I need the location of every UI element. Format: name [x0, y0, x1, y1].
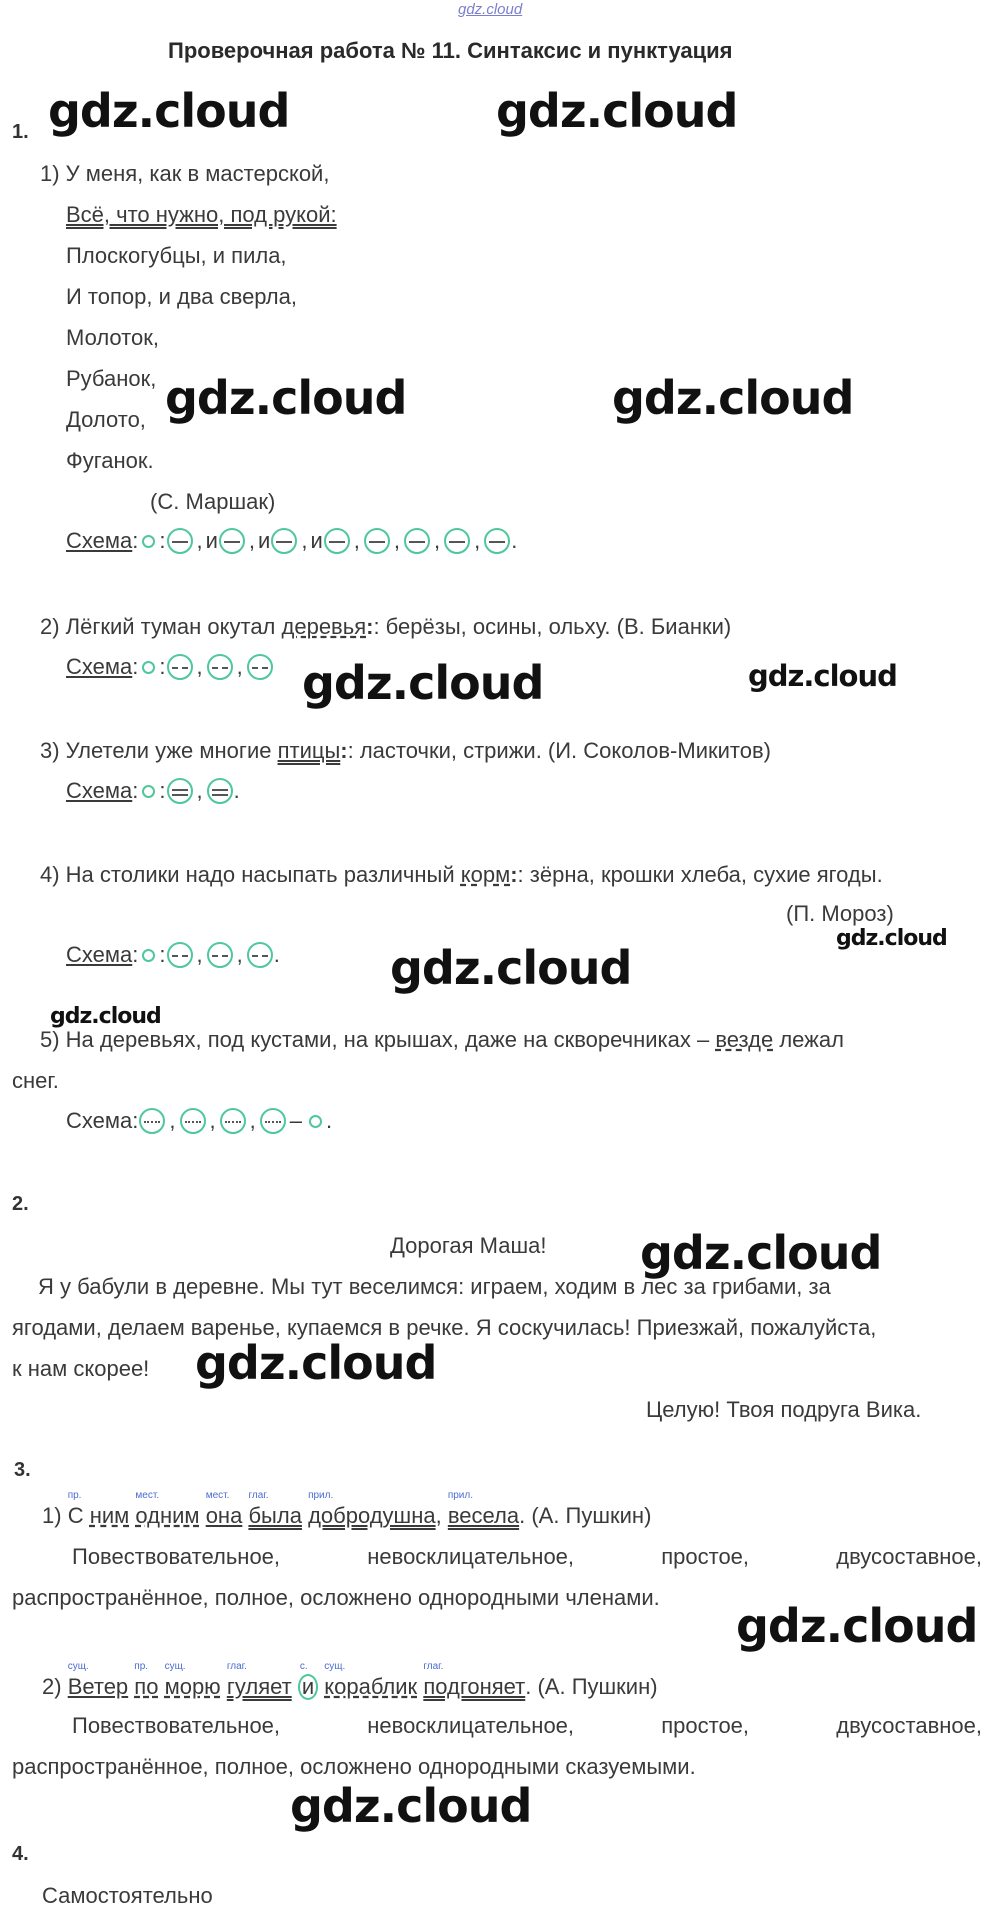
poem-line: Молоток,	[66, 325, 159, 350]
watermark: gdz.cloud	[50, 1004, 161, 1029]
sentence-2-desc-line2: распространённое, полное, осложнено однородными сказуемыми.	[12, 1754, 696, 1779]
task-number: 4.	[12, 1843, 29, 1865]
task-number: 3.	[14, 1459, 31, 1481]
watermark: gdz.cloud	[302, 656, 544, 710]
schema-4: Схема : : , , .	[66, 942, 280, 967]
page-title: Проверочная работа № 11. Синтаксис и пунктуация	[168, 38, 733, 63]
poem-line: Фуганок.	[66, 448, 154, 473]
task-number: 1.	[12, 121, 29, 143]
task-number: 2.	[12, 1193, 29, 1215]
watermark: gdz.cloud	[290, 1779, 532, 1833]
schema-1: Схема : : , и , и , и , , , , .	[66, 528, 518, 553]
letter-signature: Целую! Твоя подруга Вика.	[646, 1397, 922, 1422]
watermark: gdz.cloud	[390, 941, 632, 995]
poem-line: Долото,	[66, 407, 146, 432]
poem-line: И топор, и два сверла,	[66, 284, 297, 309]
schema-3: Схема : : , .	[66, 778, 240, 803]
sentence-5: 5) На деревьях, под кустами, на крышах, даже на скворечниках – везде лежал	[40, 1027, 844, 1052]
task4-answer: Самостоятельно	[42, 1883, 213, 1908]
schema-5: Схема : , , , – .	[66, 1108, 333, 1133]
poem-line: 1) У меня, как в мастерской,	[40, 161, 330, 186]
watermark: gdz.cloud	[640, 1226, 882, 1280]
schema-2: Схема : : , ,	[66, 654, 274, 680]
sentence-4: 4) На столики надо насыпать различный корм:: зёрна, крошки хлеба, сухие ягоды.	[40, 862, 883, 887]
sentence-2: 2) Лёгкий туман окутал деревья:: берёзы, осины, ольху. (В. Бианки)	[40, 614, 732, 639]
poem-line: Рубанок,	[66, 366, 157, 391]
letter-line: ягодами, делаем варенье, купаемся в речке. Я соскучилась! Приезжай, пожалуйста,	[12, 1315, 877, 1340]
watermark: gdz.cloud	[736, 1599, 978, 1653]
top-watermark: gdz.cloud	[458, 1, 523, 18]
watermark: gdz.cloud	[496, 84, 738, 138]
sentence-5-line2: снег.	[12, 1068, 59, 1093]
sentence-1-desc: Повествовательное, невосклицательное, простое, двусоставное,	[72, 1544, 982, 1569]
watermark: gdz.cloud	[612, 371, 854, 425]
letter-line: Я у бабули в деревне. Мы тут веселимся: играем, ходим в лес за грибами, за	[38, 1274, 831, 1299]
generalizing-word-mark	[142, 535, 155, 548]
poem-line: Всё, что нужно, под рукой:	[66, 202, 337, 227]
letter-greeting: Дорогая Маша!	[390, 1233, 547, 1258]
parsed-sentence-1: 1) пр. С ним мест. одним мест. она глаг. была прил. добродушна, прил. весела. (А. Пушкин)	[42, 1490, 652, 1528]
sentence-2-desc: Повествовательное, невосклицательное, простое, двусоставное,	[72, 1713, 982, 1738]
poem-line: Плоскогубцы, и пила,	[66, 243, 287, 268]
watermark: gdz.cloud	[748, 659, 897, 693]
watermark: gdz.cloud	[48, 84, 290, 138]
watermark: gdz.cloud	[836, 926, 947, 951]
parsed-sentence-2: 2) сущ. Ветер пр. по сущ. морю глаг. гуляет с. и сущ. кораблик глаг. подгоняет. (А. Пушкин)	[42, 1661, 658, 1699]
poem-author: (С. Маршак)	[150, 489, 276, 514]
watermark: gdz.cloud	[165, 371, 407, 425]
sentence-3: 3) Улетели уже многие птицы:: ласточки, стрижи. (И. Соколов-Микитов)	[40, 738, 771, 763]
sentence-1-desc-line2: распространённое, полное, осложнено однородными членами.	[12, 1585, 660, 1610]
watermark: gdz.cloud	[195, 1336, 437, 1390]
letter-line: к нам скорее!	[12, 1356, 150, 1381]
sentence-4-author: (П. Мороз)	[786, 901, 894, 926]
